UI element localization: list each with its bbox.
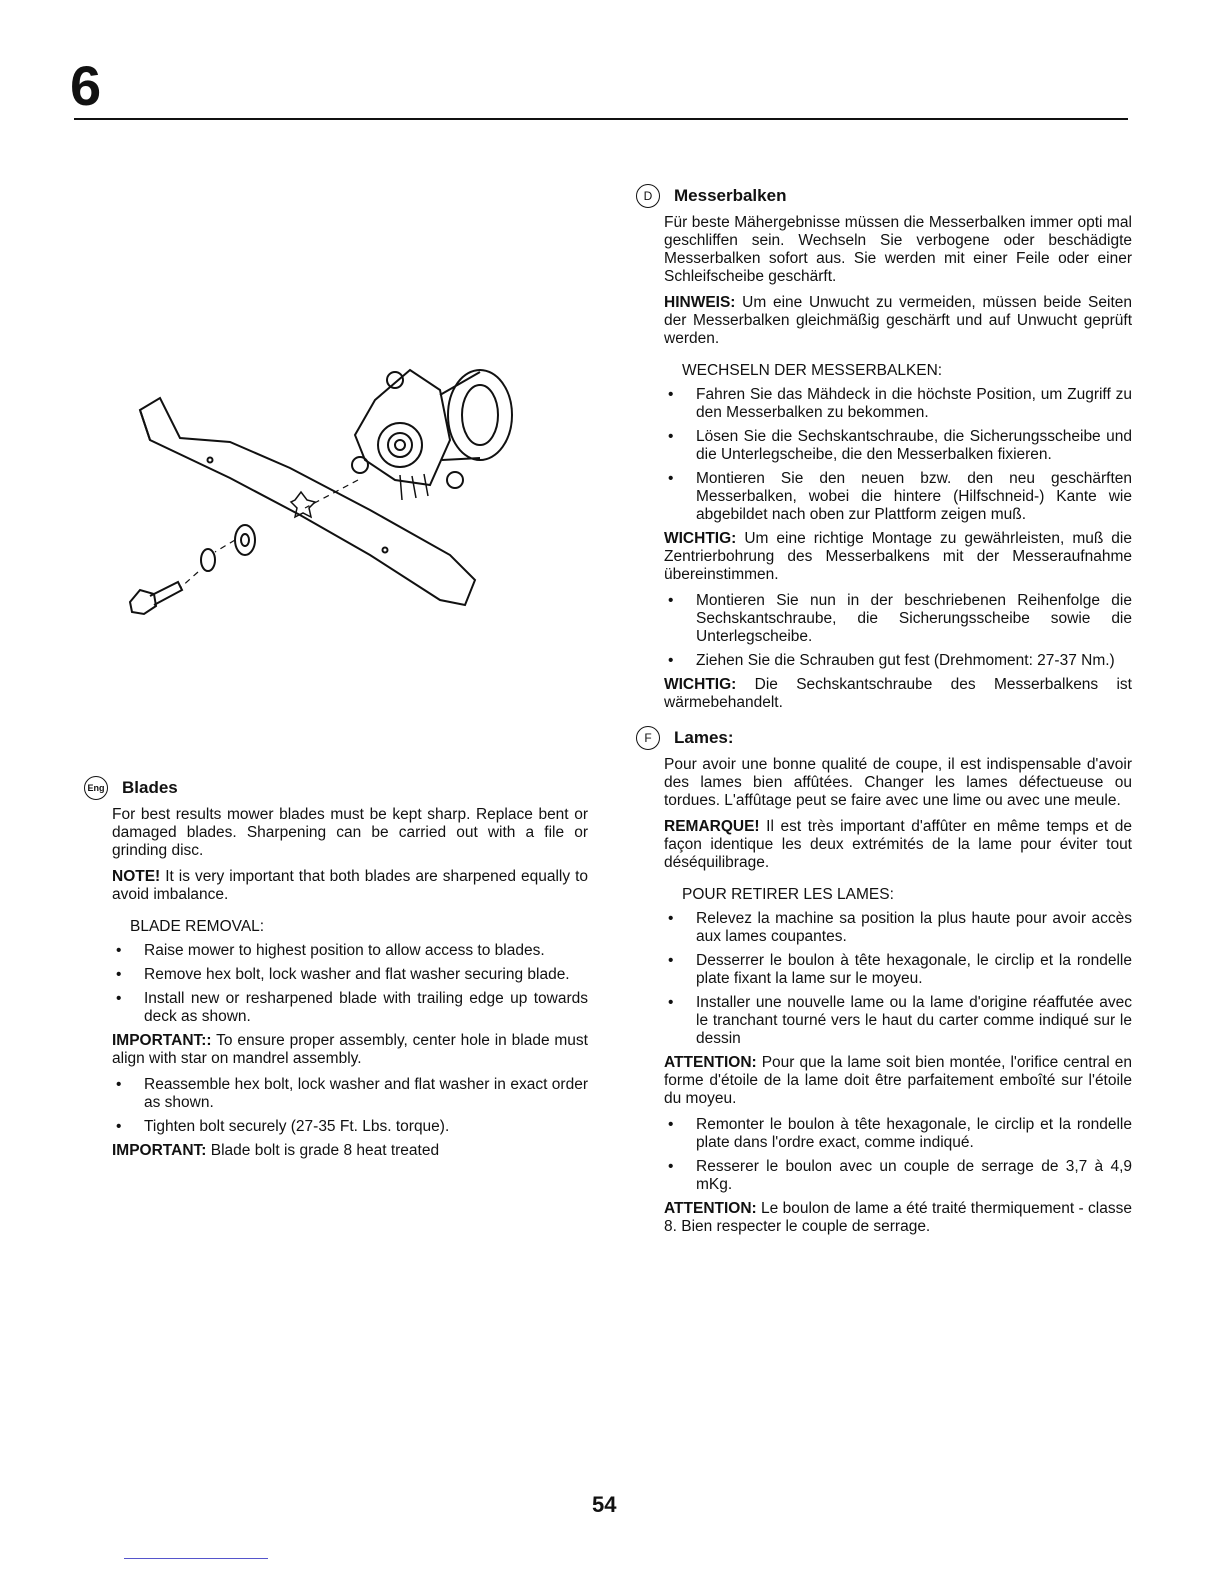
english-important-1-text: To ensure proper assembly, center hole in blade must align with star on mandrel assembly. bbox=[112, 1032, 588, 1067]
list-item: • Raise mower to highest position to allow access to blades. bbox=[112, 942, 588, 960]
french-note bbox=[664, 818, 1132, 872]
english-important-2-text: Blade bolt is grade 8 heat treated bbox=[206, 1142, 440, 1159]
french-important-1 bbox=[664, 1054, 1132, 1108]
english-language-badge: Eng bbox=[84, 776, 108, 800]
english-note-text: It is very important that both blades are sharpened equally to avoid imbalance. bbox=[112, 868, 588, 903]
german-heading bbox=[636, 184, 1132, 208]
list-item: • Tighten bolt securely (27-35 Ft. Lbs. torque). bbox=[112, 1118, 588, 1136]
english-note bbox=[112, 868, 588, 904]
french-section bbox=[636, 726, 1132, 1236]
german-note bbox=[664, 294, 1132, 348]
english-important-2-label: IMPORTANT: bbox=[112, 1142, 207, 1159]
list-item: • Reassemble hex bolt, lock washer and flat washer in exact order as shown. bbox=[112, 1076, 588, 1112]
french-removal-title: POUR RETIRER LES LAMES: bbox=[682, 886, 894, 903]
chapter-number: 6 bbox=[70, 54, 102, 117]
german-title: Messerbalken bbox=[674, 186, 787, 205]
list-item: • Remonter le boulon à tête hexagonale, le circlip et la rondelle plate dans l'ordre exact, comme indiqué. bbox=[664, 1116, 1132, 1152]
english-important-2 bbox=[112, 1142, 588, 1160]
list-item: • Relevez la machine sa position la plus haute pour avoir accès aux lames coupantes. bbox=[664, 910, 1132, 946]
english-heading bbox=[87, 776, 588, 800]
list-item: • Remove hex bolt, lock washer and flat washer securing blade. bbox=[112, 966, 588, 984]
french-intro: Pour avoir une bonne qualité de coupe, il est indispensable d'avoir des lames bien affûtées. Changer les lames défectueuse ou tordues. L'affûtage peut se faire avec une lime ou avec une meule. bbox=[664, 756, 1132, 809]
french-important-1-label: ATTENTION: bbox=[664, 1054, 757, 1071]
english-title: Blades bbox=[122, 778, 178, 797]
list-item: • Montieren Sie den neuen bzw. den neu geschärften Messerbalken, wobei die hintere (Hilfschneid-) Kante wie abgebildet nach oben zur Plattform zeigen muß. bbox=[664, 470, 1132, 524]
list-item: • Ziehen Sie die Schrauben gut fest (Drehmoment: 27-37 Nm.) bbox=[664, 652, 1132, 670]
english-intro: For best results mower blades must be kept sharp. Replace bent or damaged blades. Sharpening can be carried out with a file or grinding disc. bbox=[112, 806, 588, 859]
english-important-1-label: IMPORTANT:: bbox=[112, 1032, 212, 1049]
german-intro: Für beste Mähergebnisse müssen die Messerbalken immer opti mal geschliffen sein. Wechseln Sie verbogene oder beschädigte Messerbalken sofort aus. Sie werden mit einer Feile oder einer Schleifscheibe geschärft. bbox=[664, 214, 1132, 285]
german-important-1-text: Um eine richtige Montage zu gewährleisten, muß die Zentrierbohrung des Messerbalkens mit der Messeraufnahme übereinstimmen. bbox=[664, 530, 1132, 583]
german-steps-1 bbox=[664, 386, 1132, 524]
list-item: • Montieren Sie nun in der beschriebenen Reihenfolge die Sechskantschraube, die Sicherungsscheibe sowie die Unterlegscheibe. bbox=[664, 592, 1132, 646]
page-number: 54 bbox=[592, 1492, 617, 1517]
right-column bbox=[636, 184, 1132, 1244]
german-section bbox=[636, 184, 1132, 712]
french-important-2-text: Le boulon de lame a été traité thermiquement - classe 8. Bien respecter le couple de serrage. bbox=[664, 1200, 1132, 1235]
footer-line bbox=[124, 1558, 268, 1559]
french-language-badge: F bbox=[636, 726, 660, 750]
fastener-drawings bbox=[130, 480, 358, 614]
french-important-1-text: Pour que la lame soit bien montée, l'orifice central en forme d'étoile de la lame doit être parfaitement emboîté sur l'étoile du moyeu. bbox=[664, 1054, 1132, 1107]
french-important-2 bbox=[664, 1200, 1132, 1236]
french-note-label: REMARQUE! bbox=[664, 818, 760, 835]
german-language-badge: D bbox=[636, 184, 660, 208]
list-item: • Lösen Sie die Sechskantschraube, die Sicherungsscheibe und die Unterlegscheibe, die den Messerbalken fixieren. bbox=[664, 428, 1132, 464]
german-important-2 bbox=[664, 676, 1132, 712]
german-removal-title: WECHSELN DER MESSERBALKEN: bbox=[682, 362, 943, 379]
french-important-2-label: ATTENTION: bbox=[664, 1200, 757, 1217]
blade-assembly-illustration bbox=[120, 350, 540, 630]
header-rule bbox=[74, 118, 1128, 120]
french-note-text: Il est très important d'affûter en même temps et de façon identique les deux extrémités de la lame pour éviter tout déséquilibrage. bbox=[664, 818, 1132, 871]
english-steps-2 bbox=[112, 1076, 588, 1136]
french-steps-2 bbox=[664, 1116, 1132, 1194]
list-item: • Resserer le boulon avec un couple de serrage de 3,7 à 4,9 mKg. bbox=[664, 1158, 1132, 1194]
german-important-1-label: WICHTIG: bbox=[664, 530, 737, 547]
english-important-1 bbox=[112, 1032, 588, 1068]
german-important-1 bbox=[664, 530, 1132, 584]
german-important-2-label: WICHTIG: bbox=[664, 676, 737, 693]
english-section bbox=[87, 776, 588, 1168]
french-steps-1 bbox=[664, 910, 1132, 1048]
german-note-label: HINWEIS: bbox=[664, 294, 736, 311]
english-note-label: NOTE! bbox=[112, 868, 161, 885]
french-heading bbox=[636, 726, 1132, 750]
english-removal-title: BLADE REMOVAL: bbox=[130, 918, 265, 935]
german-note-text: Um eine Unwucht zu vermeiden, müssen beide Seiten der Messerbalken gleichmäßig geschärft und auf Unwucht geprüft werden. bbox=[664, 294, 1132, 347]
german-steps-2 bbox=[664, 592, 1132, 670]
list-item: • Install new or resharpened blade with trailing edge up towards deck as shown. bbox=[112, 990, 588, 1026]
english-steps-1 bbox=[112, 942, 588, 1026]
german-important-2-text: Die Sechskantschraube des Messerbalkens ist wärmebehandelt. bbox=[664, 676, 1132, 711]
mandrel-drawing bbox=[352, 370, 512, 500]
list-item: • Desserrer le boulon à tête hexagonale, le circlip et la rondelle plate fixant la lame sur le moyeu. bbox=[664, 952, 1132, 988]
list-item: • Installer une nouvelle lame ou la lame d'origine réaffutée avec le tranchant tourné vers le haut du carter comme indiqué sur le dessin bbox=[664, 994, 1132, 1048]
list-item: • Fahren Sie das Mähdeck in die höchste Position, um Zugriff zu den Messerbalken zu bekommen. bbox=[664, 386, 1132, 422]
blade-drawing bbox=[140, 398, 475, 605]
french-title: Lames: bbox=[674, 728, 734, 747]
